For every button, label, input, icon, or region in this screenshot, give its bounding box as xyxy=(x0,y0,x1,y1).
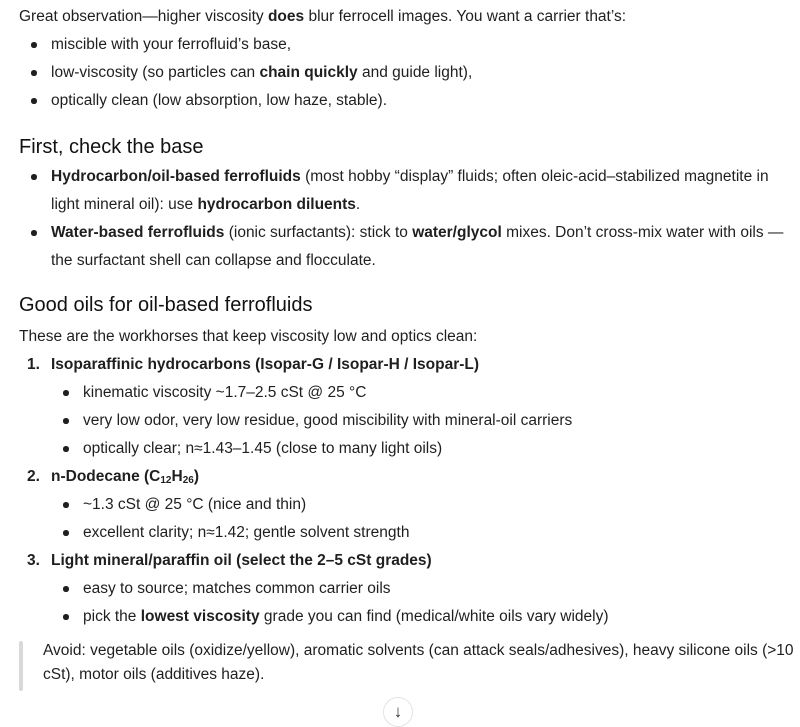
section-heading-oils: Good oils for oil-based ferrofluids xyxy=(19,294,313,316)
oils-list xyxy=(19,351,794,631)
list-item: kinematic viscosity ~1.7–2.5 cSt @ 25 °C xyxy=(51,379,794,407)
oil-item xyxy=(19,351,794,463)
intro-paragraph: Great observation—higher viscosity does blur ferrocell images. You want a carrier that’s: xyxy=(19,8,627,25)
section-lead: These are the workhorses that keep viscosity low and optics clean: xyxy=(19,328,478,345)
oil-points xyxy=(51,575,794,631)
oil-item xyxy=(19,463,794,547)
scroll-to-bottom-button[interactable] xyxy=(383,697,413,727)
oil-title: Isoparaffinic hydrocarbons (Isopar-G / Isopar-H / Isopar-L) xyxy=(51,356,480,373)
avoid-blockquote: Avoid: vegetable oils (oxidize/yellow), aromatic solvents (can attack seals/adhesives), heavy silicone oils (>10 cSt), motor oils (additives haze). xyxy=(19,639,794,687)
base-list xyxy=(19,163,794,275)
requirements-list xyxy=(19,31,794,115)
list-item: miscible with your ferrofluid’s base, xyxy=(19,31,794,59)
list-item: low-viscosity (so particles can chain quickly and guide light), xyxy=(19,59,794,87)
item-number: 2. xyxy=(27,468,40,485)
section-heading-base: First, check the base xyxy=(19,136,204,158)
item-number: 3. xyxy=(27,552,40,569)
list-item: optically clear; n≈1.43–1.45 (close to many light oils) xyxy=(51,435,794,463)
oil-title: Light mineral/paraffin oil (select the 2–5 cSt grades) xyxy=(51,552,432,569)
message-content xyxy=(19,0,794,687)
list-item: excellent clarity; n≈1.42; gentle solvent strength xyxy=(51,519,794,547)
item-number: 1. xyxy=(27,356,40,373)
oil-item xyxy=(19,547,794,631)
list-item: Hydrocarbon/oil-based ferrofluids (most hobby “display” fluids; often oleic-acid–stabilized magnetite in light mineral oil): use hydrocarbon diluents. xyxy=(19,163,794,219)
list-item: very low odor, very low residue, good miscibility with mineral-oil carriers xyxy=(51,407,794,435)
oil-points xyxy=(51,491,794,547)
list-item: pick the lowest viscosity grade you can find (medical/white oils vary widely) xyxy=(51,603,794,631)
arrow-down-icon: ↓ xyxy=(393,702,403,721)
list-item: ~1.3 cSt @ 25 °C (nice and thin) xyxy=(51,491,794,519)
list-item: optically clean (low absorption, low haze, stable). xyxy=(19,87,794,115)
list-item: Water-based ferrofluids (ionic surfactants): stick to water/glycol mixes. Don’t cross-mix water with oils —the surfactant shell can collapse and flocculate. xyxy=(19,219,794,275)
oil-title: n-Dodecane $(C_{12}H_{26})$ xyxy=(51,468,199,486)
oil-points xyxy=(51,379,794,463)
list-item: easy to source; matches common carrier oils xyxy=(51,575,794,603)
